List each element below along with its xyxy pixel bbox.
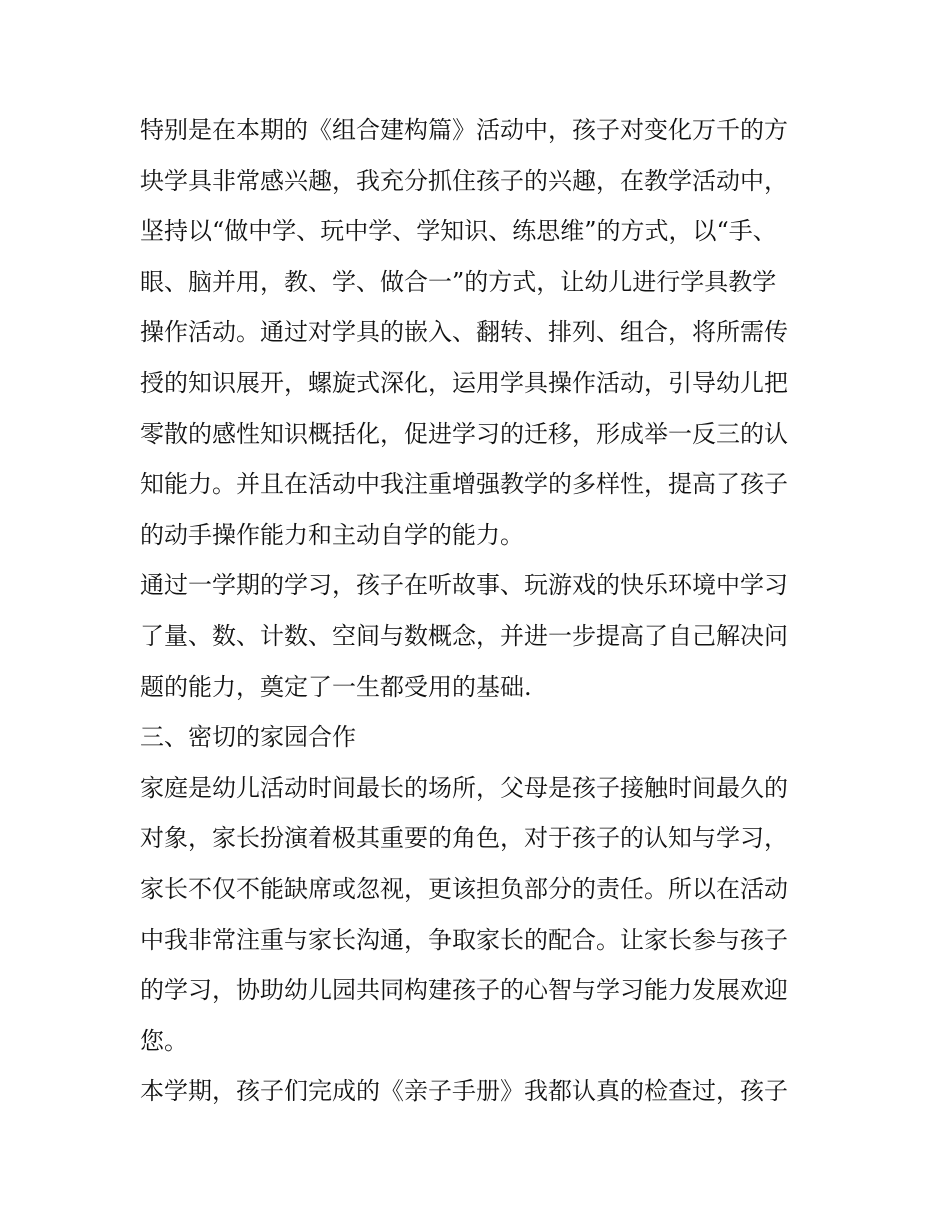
text-line: 块学具非常感兴趣，我充分抓住孩子的兴趣，在教学活动中， bbox=[140, 166, 788, 195]
document-body bbox=[140, 105, 820, 1117]
text-line: 知能力。并且在活动中我注重增强教学的多样性，提高了孩子 bbox=[140, 470, 788, 499]
text-line: 坚持以“做中学、玩中学、学知识、练思维”的方式，以“手、 bbox=[140, 217, 777, 246]
text-line: 通过一学期的学习，孩子在听故事、玩游戏的快乐环境中学习 bbox=[140, 571, 788, 600]
text-line: 的动手操作能力和主动自学的能力。 bbox=[140, 520, 524, 549]
text-line: 家长不仅不能缺席或忽视，更该担负部分的责任。所以在活动 bbox=[140, 874, 788, 903]
text-line: 特别是在本期的《组合建构篇》活动中，孩子对变化万千的方 bbox=[140, 116, 788, 144]
text-line: 家庭是幼儿活动时间最长的场所，父母是孩子接触时间最久的 bbox=[140, 773, 788, 802]
text-line: 操作活动。通过对学具的嵌入、翻转、排列、组合，将所需传 bbox=[140, 318, 788, 347]
text-line: 授的知识展开，螺旋式深化，运用学具操作活动，引导幼儿把 bbox=[140, 368, 788, 397]
text-line: 题的能力，奠定了一生都受用的基础. bbox=[140, 672, 532, 701]
text-line: 零散的感性知识概括化，促进学习的迁移，形成举一反三的认 bbox=[140, 419, 788, 448]
text-line: 的学习，协助幼儿园共同构建孩子的心智与学习能力发展欢迎 bbox=[140, 976, 788, 1005]
text-line: 本学期，孩子们完成的《亲子手册》我都认真的检查过，孩子 bbox=[140, 1077, 788, 1106]
text-line: 对象，家长扮演着极其重要的角色，对于孩子的认知与学习， bbox=[140, 824, 788, 853]
section-heading: 三、密切的家园合作 bbox=[140, 723, 356, 752]
text-line: 中我非常注重与家长沟通，争取家长的配合。让家长参与孩子 bbox=[140, 925, 788, 954]
text-line: 眼、脑并用，教、学、做合一”的方式，让幼儿进行学具教学 bbox=[140, 267, 777, 296]
text-line: 您。 bbox=[140, 1026, 188, 1055]
text-line: 了量、数、计数、空间与数概念，并进一步提高了自己解决问 bbox=[140, 621, 788, 650]
